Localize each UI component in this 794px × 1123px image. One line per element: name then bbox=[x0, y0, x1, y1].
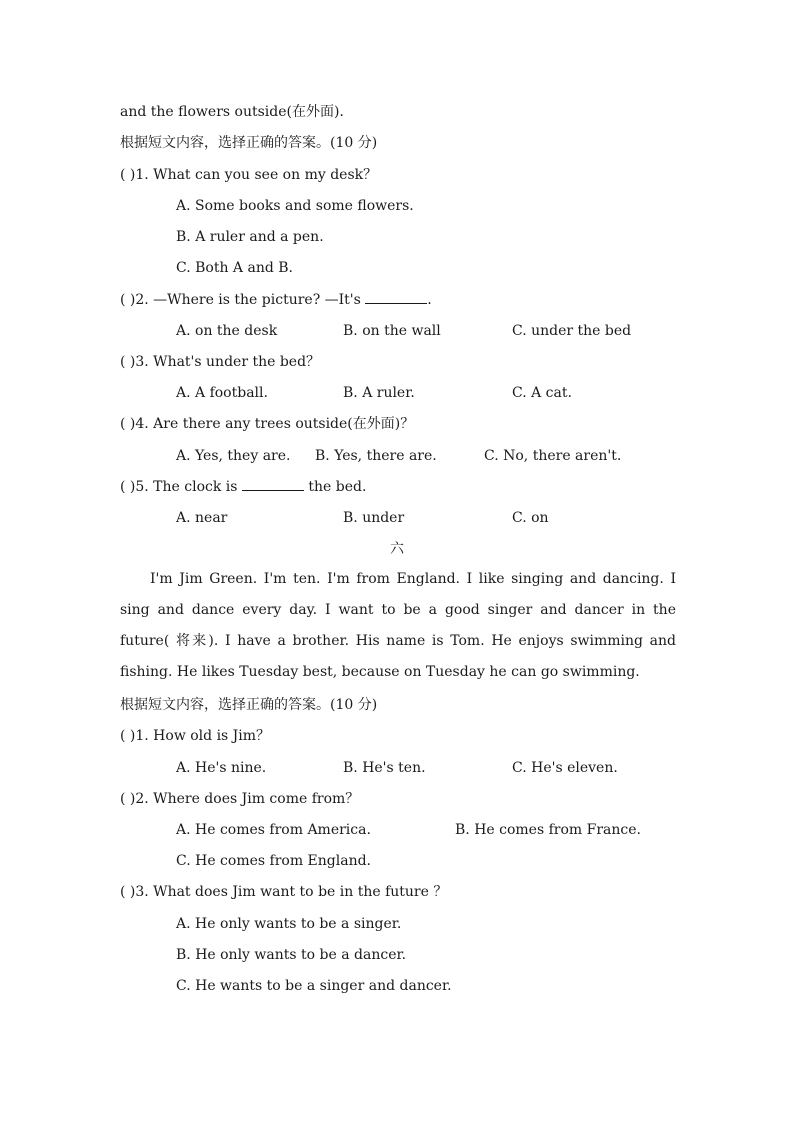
answer-paren[interactable]: ( ) bbox=[120, 354, 136, 370]
option-a: A. He only wants to be a singer. bbox=[176, 916, 402, 932]
option-c: C. A cat. bbox=[512, 385, 572, 401]
fill-blank[interactable] bbox=[365, 291, 427, 304]
section6-passage: I'm Jim Green. I'm ten. I'm from England. I like singing and dancing. I sing and dance every day. I want to be a good singer and dancer in the future( 将来). I have a brother. His name is Tom. He enjoys swimming and fishing. He likes Tuesday best, because on Tuesday he can go swimming. bbox=[120, 571, 676, 680]
option-b: B. under bbox=[343, 510, 405, 526]
option-b: B. A ruler and a pen. bbox=[176, 229, 324, 245]
s6-question-2 bbox=[120, 790, 359, 808]
question-text: 3. What does Jim want to be in the future ？ bbox=[135, 884, 448, 900]
option-c: C. He's eleven. bbox=[512, 760, 618, 776]
answer-paren[interactable]: ( ) bbox=[120, 791, 136, 807]
question-1 bbox=[120, 166, 377, 184]
option-a: A. Some books and some flowers. bbox=[176, 198, 414, 214]
option-c: C. He comes from England. bbox=[176, 853, 372, 869]
question-4 bbox=[120, 415, 414, 433]
option-b: B. He's ten. bbox=[343, 760, 426, 776]
option-b: B. on the wall bbox=[343, 323, 441, 339]
option-a: A. near bbox=[176, 510, 228, 526]
question-text: 2. Where does Jim come from？ bbox=[135, 791, 360, 807]
option-b: B. A ruler. bbox=[343, 385, 415, 401]
question-text: 4. Are there any trees outside(在外面)？ bbox=[135, 416, 415, 432]
option-a: A. He's nine. bbox=[176, 760, 267, 776]
option-c: C. under the bed bbox=[512, 323, 632, 339]
option-c: C. No, there aren't. bbox=[484, 448, 622, 464]
option-c: C. Both A and B. bbox=[176, 260, 293, 276]
question-text: 5. The clock is bbox=[135, 479, 238, 495]
question-text: 1. How old is Jim？ bbox=[135, 728, 271, 744]
question-text-tail: . bbox=[427, 292, 432, 308]
answer-paren[interactable]: ( ) bbox=[120, 884, 136, 900]
question-text: 1. What can you see on my desk？ bbox=[135, 167, 378, 183]
answer-paren[interactable]: ( ) bbox=[120, 292, 136, 308]
answer-paren[interactable]: ( ) bbox=[120, 167, 136, 183]
option-a: A. Yes, they are. bbox=[176, 448, 291, 464]
question-text: 2. —Where is the picture? —It's bbox=[135, 292, 361, 308]
option-b: B. He comes from France. bbox=[455, 822, 641, 838]
question-text: 3. What's under the bed？ bbox=[135, 354, 321, 370]
option-c: C. He wants to be a singer and dancer. bbox=[176, 978, 452, 994]
option-b: B. He only wants to be a dancer. bbox=[176, 947, 407, 963]
s6-question-3 bbox=[120, 883, 447, 901]
question-text-tail: the bed. bbox=[308, 479, 367, 495]
question-2 bbox=[120, 291, 432, 309]
question-3 bbox=[120, 353, 320, 371]
answer-paren[interactable]: ( ) bbox=[120, 416, 136, 432]
section5-instruction: 根据短文内容，选择正确的答案。(10 分) bbox=[120, 135, 378, 151]
answer-paren[interactable]: ( ) bbox=[120, 479, 136, 495]
option-a: A. He comes from America. bbox=[176, 822, 371, 838]
intro-tail: and the flowers outside(在外面). bbox=[120, 104, 344, 120]
option-c: C. on bbox=[512, 510, 549, 526]
section6-heading: 六 bbox=[390, 541, 404, 557]
option-b: B. Yes, there are. bbox=[315, 448, 437, 464]
option-a: A. A football. bbox=[176, 385, 268, 401]
question-5 bbox=[120, 478, 366, 496]
s6-question-1 bbox=[120, 727, 270, 745]
option-a: A. on the desk bbox=[176, 323, 278, 339]
section6-instruction: 根据短文内容，选择正确的答案。(10 分) bbox=[120, 697, 378, 713]
answer-paren[interactable]: ( ) bbox=[120, 728, 136, 744]
fill-blank[interactable] bbox=[242, 478, 304, 491]
